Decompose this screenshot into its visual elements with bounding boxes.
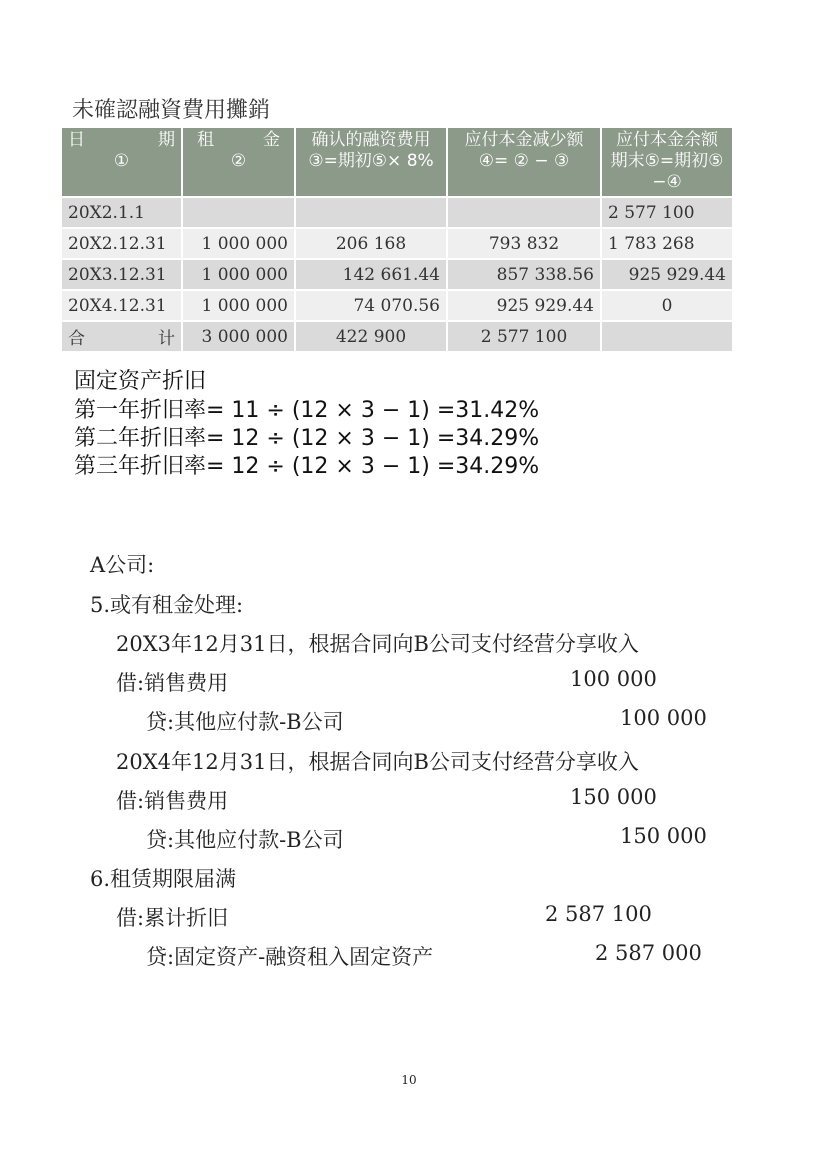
amortization-table (62, 128, 732, 351)
cell-date: 20X2.1.1 (62, 197, 182, 228)
table-row (62, 259, 732, 290)
table-total-row (62, 321, 732, 351)
debit-label: 借:销售费用 (116, 671, 229, 695)
depreciation-line: 第三年折旧率= 12 ÷ (12 × 3 − 1) =34.29% (74, 454, 540, 479)
cell-date: 20X4.12.31 (62, 290, 182, 321)
credit-label: 贷:固定资产-融资租入固定资产 (146, 945, 434, 969)
cell-total-principal-decrease: 2 577 100 (447, 321, 601, 351)
cell-date: 20X2.12.31 (62, 228, 182, 259)
cell-finance-cost: 74 070.56 (295, 290, 447, 321)
cell-principal-balance: 0 (601, 290, 732, 321)
cell-total-rent: 3 000 000 (182, 321, 295, 351)
cell-principal-decrease (447, 197, 601, 228)
cell-rent (182, 197, 295, 228)
header-principal-decrease: 应付本金减少额 ④= ② − ③ (447, 128, 601, 197)
cell-rent: 1 000 000 (182, 290, 295, 321)
header-principal-balance: 应付本金余额 期末⑤=期初⑤ −④ (601, 128, 732, 197)
depreciation-title: 固定资产折旧 (74, 369, 207, 394)
table-row (62, 228, 732, 259)
table-row (62, 290, 732, 321)
cell-principal-balance: 1 783 268 (601, 228, 732, 259)
cell-principal-decrease: 793 832 (447, 228, 601, 259)
debit-amount: 100 000 (570, 667, 657, 691)
cell-finance-cost (295, 197, 447, 228)
debit-label: 借:销售费用 (116, 789, 229, 813)
credit-amount: 100 000 (620, 706, 707, 730)
cell-principal-balance: 2 577 100 (601, 197, 732, 228)
cell-principal-decrease: 925 929.44 (447, 290, 601, 321)
cell-finance-cost: 142 661.44 (295, 259, 447, 290)
table-header-row (62, 128, 732, 197)
cell-total-finance-cost: 422 900 (295, 321, 447, 351)
credit-amount: 150 000 (620, 824, 707, 848)
item6-title: 6.租赁期限届满 (90, 867, 237, 891)
entry-date-text: 20X3年12月31日，根据合同向B公司支付经营分享收入 (116, 632, 639, 656)
page-number: 10 (401, 1073, 417, 1087)
item5-title: 5.或有租金处理: (90, 593, 244, 617)
company-label: A公司: (90, 553, 155, 577)
cell-principal-balance: 925 929.44 (601, 259, 732, 290)
debit-amount: 150 000 (570, 785, 657, 809)
section-title-amortization: 未確認融資費用攤銷 (72, 98, 271, 123)
cell-rent: 1 000 000 (182, 259, 295, 290)
header-date: 日 期 ① (62, 128, 182, 197)
cell-principal-decrease: 857 338.56 (447, 259, 601, 290)
cell-total-principal-balance (601, 321, 732, 351)
debit-label: 借:累计折旧 (116, 906, 229, 930)
cell-rent: 1 000 000 (182, 228, 295, 259)
debit-amount: 2 587 100 (545, 902, 652, 926)
cell-finance-cost: 206 168 (295, 228, 447, 259)
cell-date: 20X3.12.31 (62, 259, 182, 290)
depreciation-line: 第二年折旧率= 12 ÷ (12 × 3 − 1) =34.29% (74, 426, 540, 451)
depreciation-line: 第一年折旧率= 11 ÷ (12 × 3 − 1) =31.42% (74, 398, 540, 423)
credit-label: 贷:其他应付款-B公司 (146, 710, 344, 734)
table-row (62, 197, 732, 228)
header-rent: 租 金 ② (182, 128, 295, 197)
credit-amount: 2 587 000 (595, 941, 702, 965)
cell-total-label: 合 计 (62, 321, 182, 351)
header-finance-cost: 确认的融资费用 ③=期初⑤× 8% (295, 128, 447, 197)
entry-date-text: 20X4年12月31日，根据合同向B公司支付经营分享收入 (116, 750, 639, 774)
credit-label: 贷:其他应付款-B公司 (146, 828, 344, 852)
